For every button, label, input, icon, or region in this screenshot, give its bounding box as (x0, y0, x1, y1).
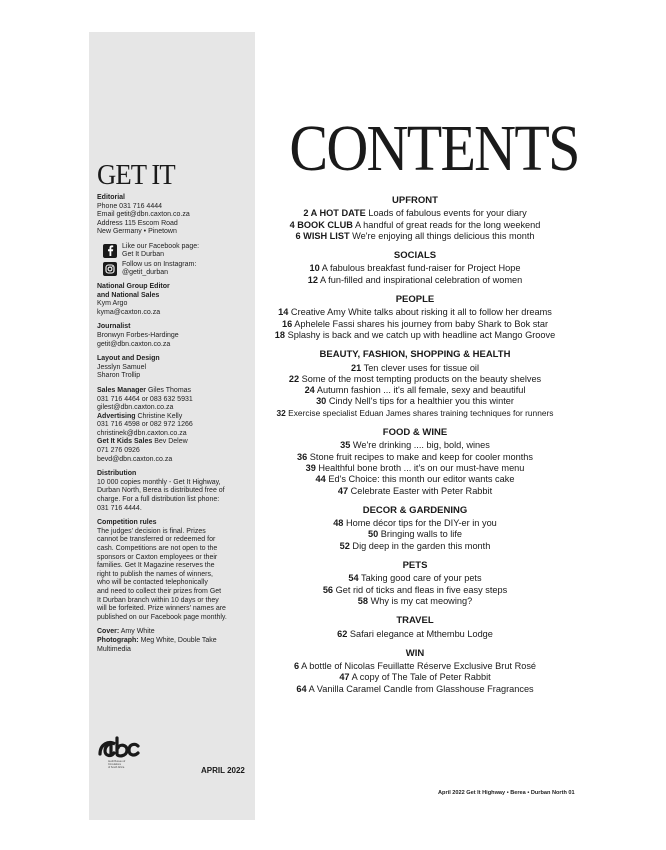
page-number: 21 (350, 362, 362, 373)
masthead-details (97, 194, 249, 660)
page-number: 47 (337, 485, 349, 496)
page-number: 50 (368, 529, 379, 540)
item-description: Ten clever uses for tissue oil (361, 362, 480, 373)
competition-line: published on our Facebook page monthly. (97, 613, 227, 621)
item-description: We're enjoying all things delicious this month (349, 230, 535, 241)
item-description: Creative Amy White talks about risking it all to follow her dreams (288, 307, 552, 318)
page-number: 30 (316, 396, 327, 407)
item-description: A fun-filled and inspirational celebration of women (317, 274, 523, 285)
page-number: 18 (274, 329, 286, 340)
item-description: Safari elegance at Mthembu Lodge (347, 628, 493, 639)
page-number: 35 (340, 440, 351, 451)
social-section (103, 243, 249, 277)
competition-line: families. Get It Magazine reserves the (97, 562, 215, 570)
sales-manager (97, 387, 249, 396)
competition-line: and need to collect their prizes from Get (97, 587, 222, 595)
section-heading: DECOR & GARDENING (362, 504, 468, 516)
page-number: 22 (288, 373, 300, 384)
cover-value: Amy White (120, 628, 155, 636)
item-description: Why is my cat meowing? (368, 595, 473, 606)
layout-section (97, 355, 249, 381)
item-description: We're drinking .... big, bold, wines (350, 440, 490, 451)
cover-credit (97, 628, 249, 637)
contents-item[interactable] (265, 208, 565, 219)
contents-item[interactable] (265, 363, 565, 374)
national-line: kyma@caxton.co.za (97, 308, 161, 316)
facebook-row[interactable] (103, 243, 249, 259)
photograph-value: Meg White, Double Take (140, 636, 217, 644)
kids-sales-label: Get It Kids Sales (97, 438, 153, 446)
contents-item[interactable] (265, 596, 565, 607)
contents-item[interactable] (265, 585, 565, 596)
sales-line: christinek@dbn.caxton.co.za (97, 429, 187, 437)
advertising (97, 413, 249, 422)
national-heading: National Group Editor (97, 282, 170, 290)
competition-line: cash. Competitions are not open to the (97, 545, 218, 552)
section-heading: WIN (405, 647, 425, 659)
contents-item[interactable] (265, 396, 565, 407)
page-number: 44 (315, 474, 326, 485)
page-number: 62 (337, 628, 348, 639)
item-description: A Vanilla Caramel Candle from Glasshouse Fragrances (306, 683, 534, 694)
distribution-heading: Distribution (97, 470, 137, 478)
contents-item[interactable] (265, 529, 565, 540)
distribution-line: Durban North, Berea is distributed free of (97, 487, 225, 495)
sales-line: 031 716 4598 or 082 972 1266 (97, 421, 193, 429)
contents-item[interactable] (265, 319, 565, 330)
section-heading: BEAUTY, FASHION, SHOPPING & HEALTH (319, 349, 511, 361)
sales-line: 031 716 4464 or 083 632 5931 (97, 395, 193, 403)
layout-line: Jesslyn Samuel (97, 363, 147, 371)
page-number: 2 A HOT DATE (303, 208, 366, 219)
contents-item[interactable] (265, 231, 565, 242)
instagram-row[interactable] (103, 261, 249, 277)
item-description: A fabulous breakfast fund-raiser for Project Hope (319, 263, 521, 274)
kids-sales (97, 438, 249, 447)
abc-logo-mark (97, 734, 141, 760)
national-heading: and National Sales (97, 291, 160, 299)
page-number: 48 (333, 518, 344, 529)
section-heading: UPFRONT (392, 195, 438, 206)
page-number: 16 (281, 318, 293, 329)
page-footer: April 2022 Get It Highway • Berea • Durban North 01 (438, 790, 575, 796)
editorial-section (97, 194, 249, 237)
item-description: Stone fruit recipes to make and keep for cooler months (307, 451, 533, 462)
page-number: 54 (348, 573, 359, 584)
page-number: 10 (309, 263, 320, 274)
item-description: A handful of great reads for the long weekend (352, 219, 541, 230)
editorial-line: Phone 031 716 4444 (97, 202, 163, 210)
facebook-label: Like our Facebook page: (122, 242, 200, 250)
instagram-icon (103, 262, 117, 276)
credits-section (97, 628, 249, 654)
section-heading: TRAVEL (396, 615, 434, 627)
journalist-line: getit@dbn.caxton.co.za (97, 340, 171, 348)
national-section (97, 283, 249, 317)
item-description: Taking good care of your pets (358, 573, 482, 584)
competition-line: who will be contacted telephonically (97, 579, 208, 587)
item-description: A bottle of Nicolas Feuillatte Réserve Exclusive Brut Rosé (299, 661, 537, 672)
facebook-handle: Get It Durban (122, 250, 165, 258)
page-number: 32 (276, 407, 286, 418)
page-number: 47 (339, 672, 350, 683)
contents-item[interactable] (265, 573, 565, 584)
page-number: 58 (357, 595, 369, 606)
contents-item[interactable] (265, 440, 565, 451)
page-number: 39 (305, 462, 316, 473)
contents-item[interactable] (265, 307, 565, 318)
item-description: Healthful bone broth ... it's on our must-have menu (315, 462, 525, 473)
contents-item[interactable] (265, 518, 565, 529)
item-description: Some of the most tempting products on the beauty shelves (299, 373, 542, 384)
contents-list (265, 195, 565, 695)
page-title: CONTENTS (289, 112, 579, 185)
photograph-credit (97, 637, 249, 646)
section-heading: FOOD & WINE (382, 427, 448, 439)
abc-caption (108, 760, 138, 769)
page-number: 52 (339, 540, 350, 551)
item-description: Splashy is back and we catch up with headline act Mango Groove (285, 329, 556, 340)
page-number: 36 (297, 451, 308, 462)
section-heading: SOCIALS (393, 250, 437, 262)
contents-item[interactable] (265, 684, 565, 695)
section-heading: PEOPLE (395, 294, 435, 306)
page-number: 6 WISH LIST (295, 230, 350, 241)
distribution-line: charge. For a full distribution list phone: (97, 496, 220, 504)
competition-section (97, 519, 249, 622)
editorial-line: New Germany • Pinetown (97, 228, 177, 236)
competition-line: It Durban branch within 10 days or they (97, 596, 219, 604)
contents-item[interactable] (265, 629, 565, 640)
page-number: 12 (307, 274, 318, 285)
section-heading: PETS (402, 560, 428, 572)
contents-item[interactable] (265, 474, 565, 485)
distribution-section (97, 470, 249, 513)
item-description: A copy of The Tale of Peter Rabbit (349, 672, 491, 683)
abc-caption-line: Audit Bureau of Circulations (108, 760, 126, 766)
contents-item[interactable] (265, 220, 565, 231)
contents-item[interactable] (265, 374, 565, 385)
journalist-heading: Journalist (97, 323, 131, 331)
national-line: Kym Argo (97, 300, 128, 308)
layout-heading: Layout and Design (97, 355, 160, 363)
item-description: Loads of fabulous events for your diary (365, 208, 527, 219)
competition-line: will be forfeited. Prize winners' names are (97, 605, 226, 613)
contents-item[interactable] (265, 541, 565, 552)
sales-line: 071 276 0926 (97, 447, 140, 455)
item-description: Celebrate Easter with Peter Rabbit (348, 485, 493, 496)
item-description: Home décor tips for the DIY-er in you (343, 518, 497, 529)
competition-line: right to publish the names of winners, (97, 570, 213, 578)
abc-caption-line: of South Africa (108, 766, 125, 769)
competition-line: The judges' decision is final. Prizes (97, 527, 206, 535)
editorial-line: Email getit@dbn.caxton.co.za (97, 211, 190, 219)
item-description: Bringing walls to life (378, 529, 462, 540)
cover-label: Cover: (97, 628, 120, 636)
page-number: 6 (293, 661, 300, 672)
item-description: Dig deep in the garden this month (349, 540, 491, 551)
competition-line: sponsors or Caxton employees or their (97, 553, 218, 561)
item-description: Exercise specialist Eduan James shares training techniques for runners (285, 407, 554, 418)
issue-date: APRIL 2022 (201, 766, 245, 775)
sales-line: bevd@dbn.caxton.co.za (97, 455, 173, 463)
page-number: 56 (322, 584, 334, 595)
sales-manager-label: Sales Manager (97, 386, 147, 394)
contents-item[interactable] (265, 486, 565, 497)
layout-line: Sharon Trollip (97, 372, 141, 380)
contents-item[interactable] (265, 661, 565, 672)
instagram-handle: @getit_durban (122, 268, 169, 276)
item-description: Autumn fashion ... it's all female, sexy and beautiful (314, 385, 526, 396)
page-number: 64 (296, 683, 307, 694)
competition-line: cannot be transferred or redeemed for (97, 536, 216, 544)
distribution-line: 10 000 copies monthly - Get It Highway, (97, 478, 221, 486)
journalist-section (97, 323, 249, 349)
item-description: Get rid of ticks and fleas in five easy steps (333, 584, 508, 595)
contents-item[interactable] (265, 275, 565, 286)
item-description: Ed's Choice: this month our editor wants cake (325, 474, 515, 485)
sales-manager-name: Giles Thomas (147, 386, 192, 394)
contents-item[interactable] (265, 385, 565, 396)
photograph-credit-cont: Multimedia (97, 645, 131, 653)
masthead-sidebar (89, 32, 255, 820)
journalist-line: Bronwyn Forbes-Hardinge (97, 331, 179, 339)
page-number: 14 (278, 307, 289, 318)
facebook-icon (103, 244, 117, 258)
sales-section (97, 387, 249, 464)
kids-sales-name: Bev Delew (154, 438, 188, 446)
competition-heading: Competition rules (97, 519, 157, 527)
page-number: 24 (304, 385, 315, 396)
page-number: 4 BOOK CLUB (289, 219, 353, 230)
sales-line: gilest@dbn.caxton.co.za (97, 404, 174, 412)
brand-logo: GET IT (97, 159, 175, 191)
editorial-heading: Editorial (97, 194, 126, 201)
item-description: Aphelele Fassi shares his journey from baby Shark to Bok star (292, 318, 549, 329)
contents-item[interactable] (265, 452, 565, 463)
editorial-line: Address 115 Escom Road (97, 219, 178, 227)
advertising-name: Christine Kelly (137, 412, 183, 420)
contents-item[interactable] (265, 672, 565, 683)
instagram-label: Follow us on Instagram: (122, 260, 197, 268)
item-description: Cindy Nell's tips for a healthier you this winter (326, 396, 514, 407)
contents-item[interactable] (265, 330, 565, 341)
advertising-label: Advertising (97, 412, 136, 420)
contents-item[interactable] (265, 463, 565, 474)
contents-item[interactable] (265, 408, 565, 419)
distribution-line: 031 716 4444. (97, 504, 142, 512)
contents-item[interactable] (265, 263, 565, 274)
photograph-label: Photograph: (97, 636, 139, 644)
